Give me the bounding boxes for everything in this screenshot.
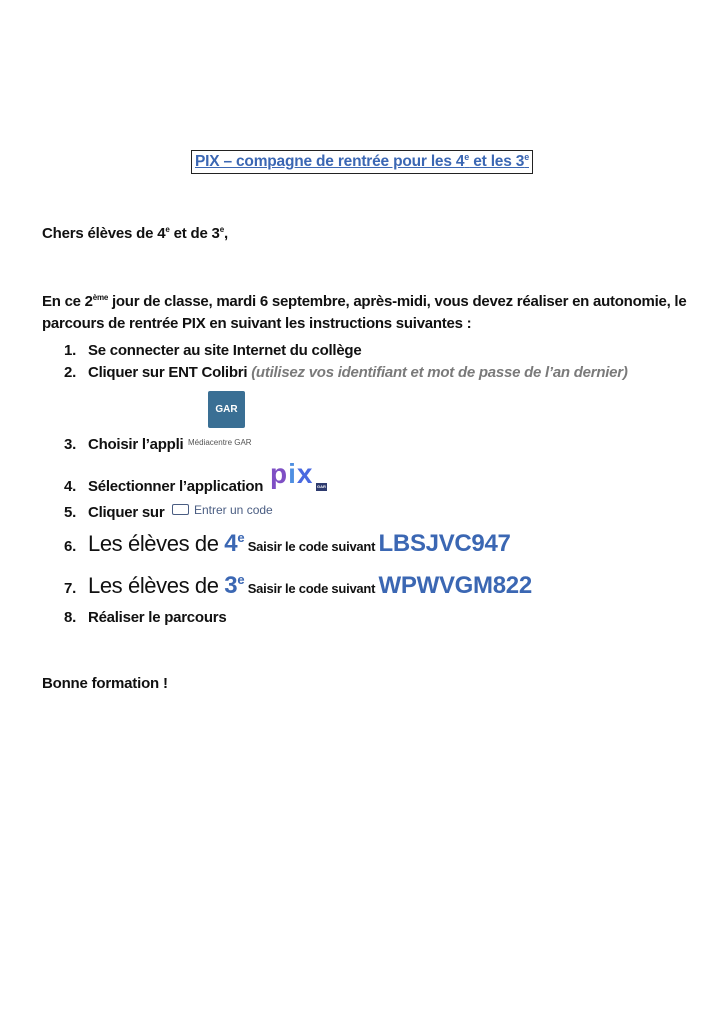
step-1 bbox=[64, 342, 361, 359]
step-note: (utilisez vos identifiant et mot de passe de l’an dernier) bbox=[251, 364, 628, 381]
step-lead: Les élèves de bbox=[88, 531, 225, 556]
title-sup-1: e bbox=[464, 152, 470, 162]
title-sup-2: e bbox=[524, 152, 529, 162]
step-number: 3. bbox=[64, 436, 77, 453]
pix-gar-badge: GAR bbox=[317, 484, 326, 489]
step-7 bbox=[64, 572, 532, 600]
code-label: Saisir le code suivant bbox=[244, 539, 379, 554]
step-5 bbox=[64, 504, 164, 521]
entrer-un-code-button[interactable] bbox=[172, 503, 273, 517]
intro-text-end: jour de classe, mardi 6 septembre, après-midi, vous devez réaliser en autonomie, le parcours de rentrée PIX en suivant les instructions suivantes : bbox=[42, 293, 687, 332]
step-number: 4. bbox=[64, 478, 77, 495]
greeting-text-middle: et de 3 bbox=[169, 225, 220, 242]
step-number: 2. bbox=[64, 364, 77, 381]
step-text: Réaliser le parcours bbox=[88, 609, 227, 626]
step-number: 1. bbox=[64, 342, 77, 359]
pix-logo[interactable] bbox=[270, 458, 313, 490]
step-2 bbox=[64, 364, 628, 381]
step-number: 7. bbox=[64, 580, 77, 597]
grade-4 bbox=[224, 530, 244, 557]
greeting-sup-1: e bbox=[165, 225, 170, 234]
step-text: Choisir l’appli bbox=[88, 436, 184, 453]
gar-app-icon[interactable]: GAR bbox=[208, 391, 245, 428]
pix-logo-p: p bbox=[270, 458, 289, 489]
greeting-text-start: Chers élèves de 4 bbox=[42, 225, 166, 242]
ticket-icon bbox=[172, 504, 189, 515]
title-text-start: PIX – compagne de rentrée pour les 4 bbox=[194, 153, 465, 171]
grade-3 bbox=[224, 572, 244, 599]
code-4e: LBSJVC947 bbox=[378, 530, 511, 557]
step-text: Sélectionner l’application bbox=[88, 478, 264, 495]
greeting-text-end: , bbox=[223, 225, 228, 242]
step-6 bbox=[64, 530, 511, 558]
pix-logo-i: i bbox=[288, 458, 297, 489]
step-lead: Les élèves de bbox=[88, 573, 225, 598]
grade-sup: e bbox=[237, 572, 245, 587]
page-title bbox=[191, 150, 533, 174]
step-text: Se connecter au site Internet du collège bbox=[88, 342, 362, 359]
code-label: Saisir le code suivant bbox=[244, 581, 379, 596]
entrer-un-code-label: Entrer un code bbox=[194, 503, 273, 517]
greeting-sup-2: e bbox=[219, 225, 224, 234]
gar-app-caption: Médiacentre GAR bbox=[188, 438, 252, 447]
step-4 bbox=[64, 478, 263, 495]
intro-paragraph bbox=[42, 287, 692, 335]
step-8 bbox=[64, 609, 226, 626]
code-3e: WPWVGM822 bbox=[378, 572, 532, 599]
step-text: Cliquer sur bbox=[88, 504, 165, 521]
intro-sup: ème bbox=[92, 293, 109, 302]
step-number: 8. bbox=[64, 609, 77, 626]
title-text-middle: et les 3 bbox=[469, 153, 525, 171]
step-3 bbox=[64, 436, 183, 453]
grade-number: 4 bbox=[224, 530, 238, 557]
title-container bbox=[0, 150, 724, 174]
step-number: 6. bbox=[64, 538, 77, 555]
step-number: 5. bbox=[64, 504, 77, 521]
grade-sup: e bbox=[237, 530, 245, 545]
pix-logo-x: x bbox=[296, 458, 314, 489]
closing-text: Bonne formation ! bbox=[42, 675, 168, 692]
greeting bbox=[42, 225, 228, 242]
grade-number: 3 bbox=[224, 572, 238, 599]
step-text: Cliquer sur ENT Colibri bbox=[88, 364, 248, 381]
intro-text-start: En ce 2 bbox=[42, 293, 93, 310]
